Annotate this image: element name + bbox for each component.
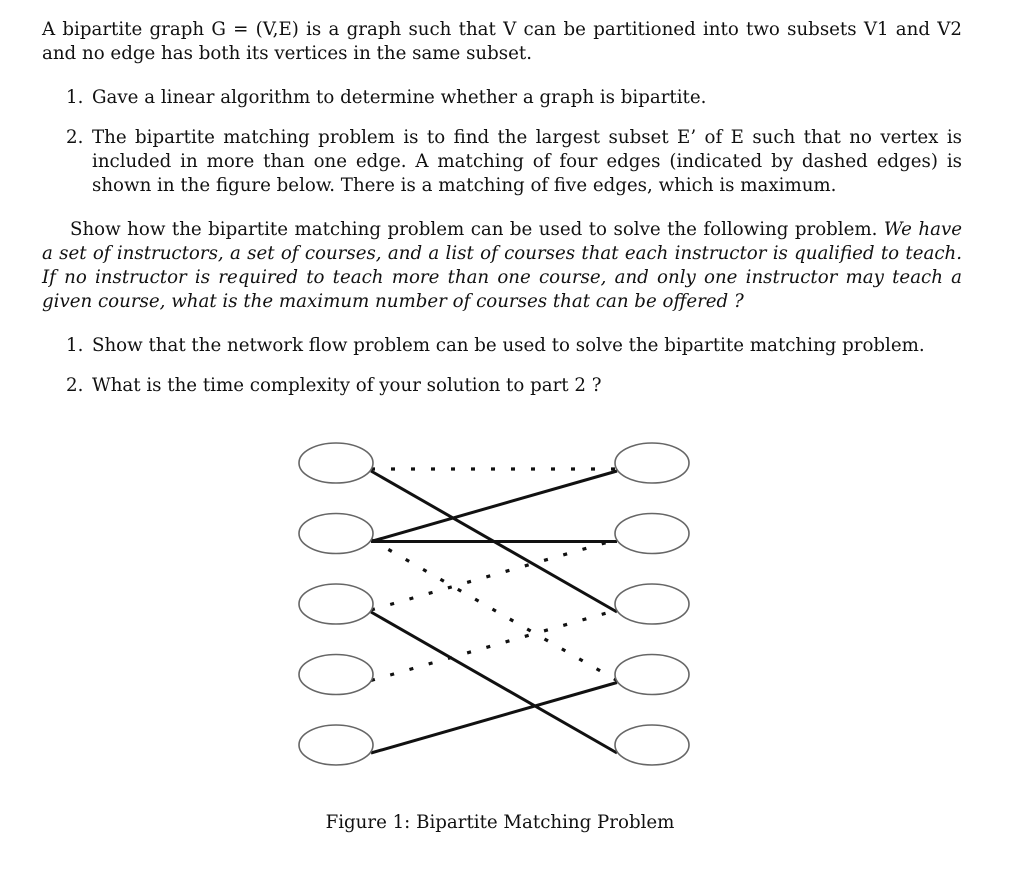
item-number: 1.: [66, 335, 84, 356]
right-vertex-1: [615, 443, 689, 483]
document-page: [42, 14, 962, 398]
solid-edge-2-1: [371, 471, 617, 542]
edges-layer: [371, 469, 617, 753]
problem-plain-text: Show how the bipartite matching problem can be used to solve the following problem.: [70, 219, 878, 240]
right-vertex-2: [615, 514, 689, 554]
list-item: [42, 126, 962, 198]
intro-paragraph: A bipartite graph G = (V,E) is a graph such that V can be partitioned into two subsets V1 and V2 and no edge has both its vertices in the same subset.: [42, 19, 962, 64]
item-text: The bipartite matching problem is to find the largest subset E’ of E such that no vertex is included in more than one edge. A matching of four edges (indicated by dashed edges) is shown in the figure below. There is a matching of five edges, which is maximum.: [92, 127, 962, 196]
question-list-1: [42, 86, 962, 198]
figure-caption: Figure 1: Bipartite Matching Problem: [325, 812, 675, 833]
item-number: 2.: [66, 127, 84, 148]
item-number: 1.: [66, 87, 84, 108]
dashed-edge-4-3: [371, 610, 617, 681]
solid-edge-3-5: [371, 612, 617, 753]
item-text: What is the time complexity of your solution to part 2 ?: [92, 375, 602, 396]
list-item: [42, 86, 962, 110]
left-vertex-5: [299, 725, 373, 765]
dashed-edge-3-2: [371, 540, 617, 611]
solid-edge-5-4: [371, 683, 617, 754]
right-vertex-5: [615, 725, 689, 765]
item-text: Show that the network flow problem can be used to solve the bipartite matching problem.: [92, 335, 925, 356]
left-vertex-4: [299, 655, 373, 695]
problem-italic-text: We have a set of instructors, a set of courses, and a list of courses that each instructor is qualified to teach. If no instructor is required to teach more than one course, and only one instructor may teach a given course, what is the maximum number of courses that can be offered ?: [42, 219, 962, 312]
item-text: Gave a linear algorithm to determine whether a graph is bipartite.: [92, 87, 707, 108]
left-vertex-2: [299, 514, 373, 554]
list-item: [42, 374, 962, 398]
item-number: 2.: [66, 375, 84, 396]
question-list-2: [42, 334, 962, 398]
right-vertex-3: [615, 584, 689, 624]
bipartite-graph-figure: [290, 436, 700, 781]
dashed-edge-2-4: [371, 540, 617, 681]
problem-paragraph: [42, 218, 962, 314]
left-vertex-1: [299, 443, 373, 483]
list-item: [42, 334, 962, 358]
right-vertex-4: [615, 655, 689, 695]
left-vertex-3: [299, 584, 373, 624]
